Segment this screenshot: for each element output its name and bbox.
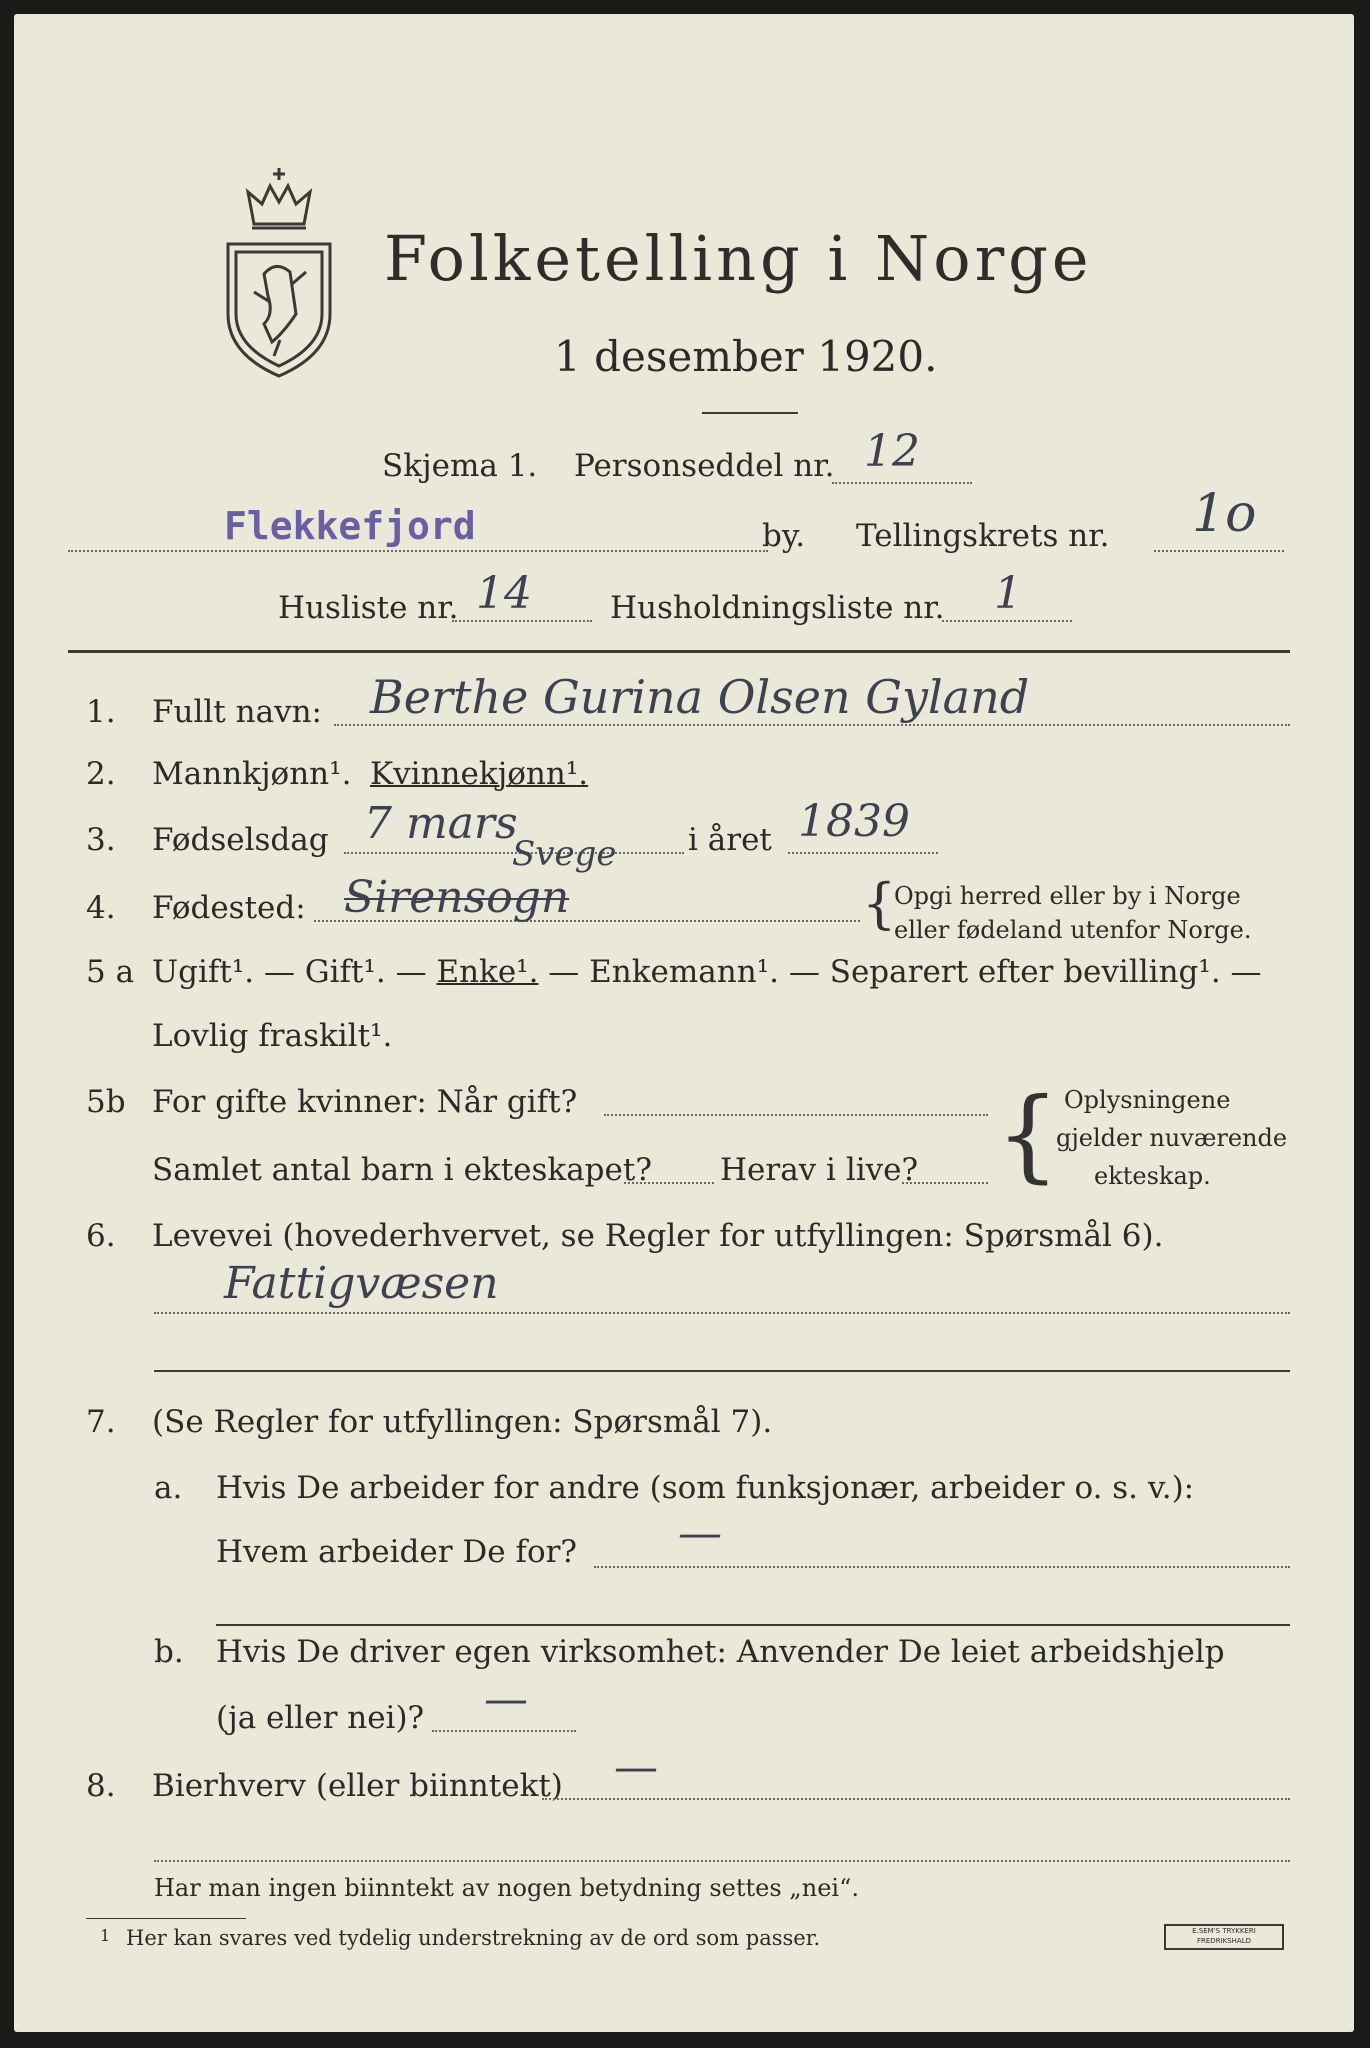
q7-label: (Se Regler for utfyllingen: Spørsmål 7).	[152, 1404, 773, 1440]
title-divider	[702, 412, 798, 414]
q8-line1	[542, 1798, 1290, 1800]
q7a-text: Hvis De arbeider for andre (som funksjonær, arbeider o. s. v.):	[216, 1470, 1195, 1506]
q6-label: Levevei (hovederhvervet, se Regler for utfyllingen: Spørsmål 6).	[152, 1218, 1164, 1254]
personseddel-value: 12	[864, 426, 920, 477]
footnote-mark: 1	[100, 1926, 111, 1945]
q5b-number: 5b	[86, 1084, 126, 1120]
q5b-label-children: Samlet antal barn i ekteskapet?	[152, 1152, 652, 1188]
header-rule	[68, 650, 1290, 653]
status-ugift: Ugift¹.	[152, 954, 255, 990]
q8-line2	[154, 1860, 1290, 1862]
status-separert: Separert efter bevilling¹.	[829, 954, 1221, 990]
q5b-married-line	[604, 1114, 988, 1116]
side-income-value: —	[614, 1742, 658, 1793]
birth-year-value: 1839	[798, 796, 910, 847]
printer-mark	[1164, 1924, 1284, 1950]
skjema-label: Skjema 1.	[382, 448, 538, 484]
status-enke: Enke¹.	[436, 954, 539, 990]
q5b-children-line	[624, 1182, 714, 1184]
q7a-question: Hvem arbeider De for?	[216, 1534, 578, 1570]
husliste-line	[452, 620, 592, 622]
town-stamp: Flekkefjord	[224, 504, 476, 548]
husholdning-line	[942, 620, 1072, 622]
husholdning-label: Husholdningsliste nr.	[610, 590, 945, 626]
separator: —	[779, 954, 830, 990]
occupation-value: Fattigvæsen	[224, 1258, 499, 1309]
q7a-letter: a.	[154, 1470, 183, 1506]
status-gift: Gift¹.	[304, 954, 386, 990]
husliste-label: Husliste nr.	[278, 590, 459, 626]
q1-label: Fullt navn:	[152, 694, 322, 730]
q8-label: Bierhverv (eller biinntekt)	[152, 1768, 563, 1804]
birth-day-value: 7 mars	[364, 798, 518, 849]
q2-number: 2.	[86, 756, 116, 792]
q5b-alive-line	[902, 1182, 988, 1184]
by-label: by.	[762, 518, 806, 554]
tellingskrets-label: Tellingskrets nr.	[856, 518, 1110, 554]
form-title: Folketelling i Norge	[384, 222, 1093, 295]
q5b-note-line1: Oplysningene	[1064, 1086, 1231, 1114]
q7b-letter: b.	[154, 1634, 184, 1670]
personseddel-line	[832, 482, 972, 484]
town-line	[68, 550, 768, 552]
tellingskrets-value: 1o	[1192, 484, 1257, 544]
q8-number: 8.	[86, 1768, 116, 1804]
q7b-question: (ja eller nei)?	[216, 1700, 425, 1736]
q4-number: 4.	[86, 890, 116, 926]
q5b-note-line3: ekteskap.	[1094, 1162, 1211, 1190]
q3-year-line	[788, 852, 938, 854]
q4-label: Fødested:	[152, 890, 306, 926]
status-enkemann: Enkemann¹.	[589, 954, 779, 990]
q7-number: 7.	[86, 1404, 116, 1440]
printer-line2: FREDRIKSHALD	[1196, 1937, 1251, 1945]
gender-male-option: Mannkjønn¹.	[152, 756, 352, 792]
q4-note-line1: Opgi herred eller by i Norge	[894, 882, 1241, 910]
separator: —	[538, 954, 590, 990]
footnote-text: Her kan svares ved tydelig understrekning av de ord som passer.	[126, 1926, 821, 1950]
q1-number: 1.	[86, 694, 116, 730]
status-lovlig-fraskilt: Lovlig fraskilt¹.	[152, 1018, 393, 1054]
q3-number: 3.	[86, 822, 116, 858]
tellingskrets-line	[1154, 550, 1284, 552]
q3-label: Fødselsdag	[152, 822, 329, 858]
printer-line1: E.SEM'S TRYKKERI	[1192, 1927, 1256, 1935]
hired-help-value: —	[484, 1674, 528, 1725]
birthplace-correction: Svege	[512, 834, 617, 874]
q5b-brace: {	[996, 1076, 1060, 1193]
q6-line2	[154, 1370, 1290, 1372]
q5b-label-alive: Herav i live?	[720, 1152, 919, 1188]
employer-value: —	[678, 1508, 722, 1559]
full-name-value: Berthe Gurina Olsen Gyland	[370, 670, 1030, 724]
q5a-number: 5 a	[86, 954, 135, 990]
husholdning-value: 1	[994, 568, 1022, 619]
census-form	[14, 14, 1354, 2032]
gender-female-option: Kvinnekjønn¹.	[370, 756, 589, 792]
separator: —	[385, 954, 437, 990]
q7a-line1	[594, 1566, 1290, 1568]
q6-line1	[154, 1312, 1290, 1314]
separator: —	[1220, 954, 1262, 990]
q4-note-line2: eller fødeland utenfor Norge.	[894, 916, 1252, 944]
q7a-line2	[216, 1624, 1290, 1626]
footer-note: Har man ingen biinntekt av nogen betydning settes „nei“.	[154, 1874, 859, 1902]
marital-status-line	[152, 954, 1262, 990]
footnote-divider	[86, 1918, 246, 1919]
q4-brace: {	[862, 872, 897, 935]
q5b-note-line2: gjelder nuværende	[1056, 1124, 1288, 1152]
coat-of-arms-icon	[214, 164, 344, 379]
q6-number: 6.	[86, 1218, 116, 1254]
personseddel-label: Personseddel nr.	[574, 448, 835, 484]
birthplace-value: Sirensogn	[344, 872, 570, 923]
separator: —	[254, 954, 305, 990]
q1-line	[334, 724, 1290, 726]
census-date: 1 desember 1920.	[554, 332, 938, 381]
q5b-label-married: For gifte kvinner: Når gift?	[152, 1084, 578, 1120]
q7b-text: Hvis De driver egen virksomhet: Anvender De leiet arbeidshjelp	[216, 1634, 1225, 1670]
husliste-value: 14	[476, 568, 532, 619]
year-label: i året	[688, 822, 772, 858]
q7b-line	[432, 1730, 576, 1732]
